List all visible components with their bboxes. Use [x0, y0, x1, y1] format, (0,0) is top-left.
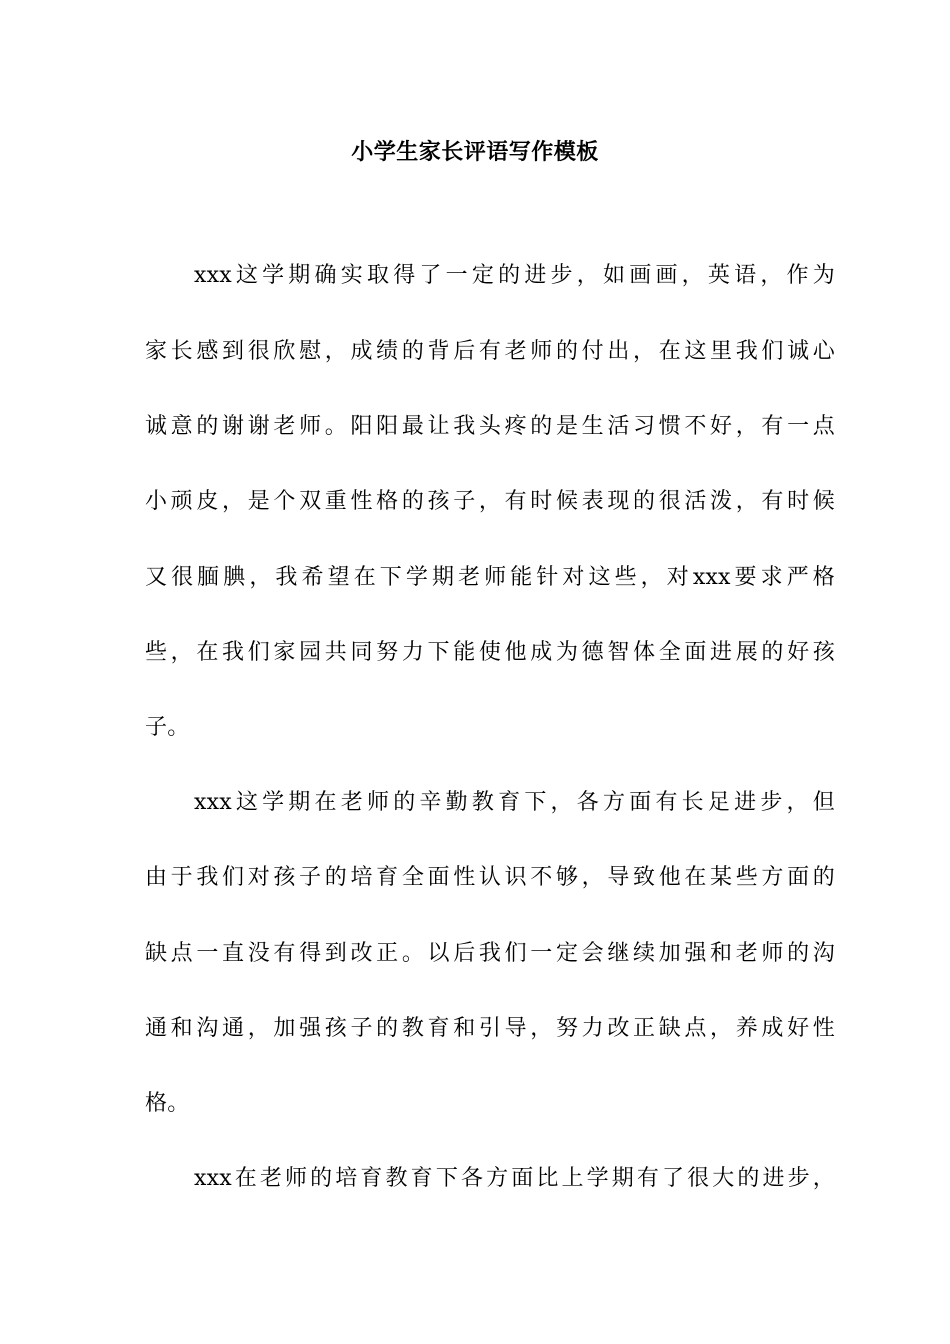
paragraph-line: 格。 [145, 1091, 190, 1116]
paragraph-line: xxx这学期在老师的辛勤教育下，各方面有长足进步，但 [194, 790, 835, 815]
paragraph-line: 由于我们对孩子的培育全面性认识不够，导致他在某些方面的 [145, 865, 835, 890]
paragraph-line: 家长感到很欣慰，成绩的背后有老师的付出，在这里我们诚心 [145, 339, 835, 364]
document-title: 小学生家长评语写作模板 [351, 139, 599, 165]
paragraph-line: 通和沟通，加强孩子的教育和引导，努力改正缺点，养成好性 [145, 1016, 835, 1041]
paragraph-line: 又很腼腆，我希望在下学期老师能针对这些，对xxx要求严格 [145, 565, 835, 590]
paragraph-line: 诚意的谢谢老师。阳阳最让我头疼的是生活习惯不好，有一点 [145, 414, 835, 439]
paragraph-line: 缺点一直没有得到改正。以后我们一定会继续加强和老师的沟 [145, 941, 835, 966]
paragraph-line: 小顽皮，是个双重性格的孩子，有时候表现的很活泼，有时候 [145, 489, 835, 514]
paragraph-line: xxx在老师的培育教育下各方面比上学期有了很大的进步， [194, 1166, 835, 1191]
paragraph-line: 些，在我们家园共同努力下能使他成为德智体全面进展的好孩 [145, 640, 835, 665]
paragraph-line: xxx这学期确实取得了一定的进步，如画画，英语，作为 [194, 263, 835, 288]
paragraph-line: 子。 [145, 715, 190, 740]
